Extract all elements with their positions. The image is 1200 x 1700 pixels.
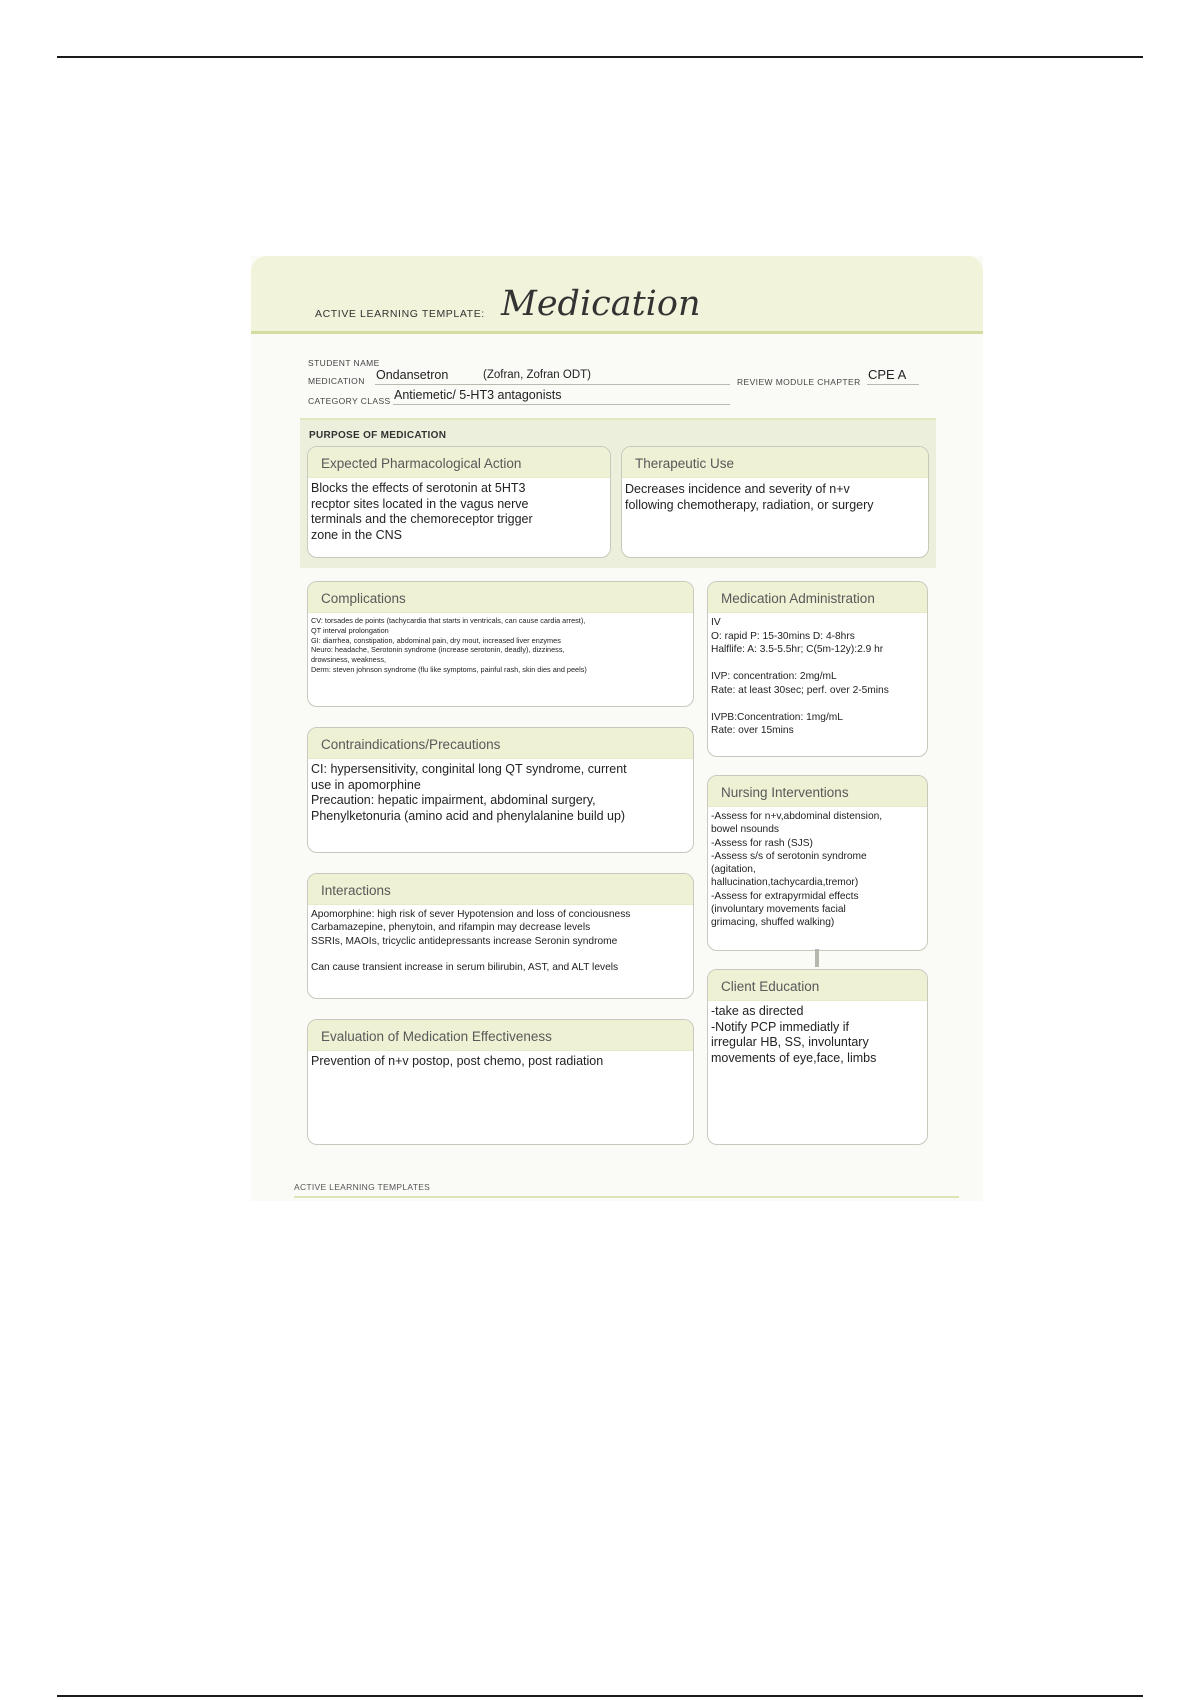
medication-value[interactable]: Ondansetron <box>376 368 449 382</box>
therapeutic-use-heading: Therapeutic Use <box>622 447 928 478</box>
template-banner <box>251 256 983 334</box>
nursing-interventions-heading: Nursing Interventions <box>708 776 927 807</box>
top-rule <box>57 56 1143 58</box>
nursing-interventions-text: -Assess for n+v,abdominal distension, bowel nsounds -Assess for rash (SJS) -Assess s/s of serotonin syndrome (agitation, hallucination,tachycardia,tremor) -Assess for extrapyrmidal effects (involuntary movements facial grimacing, shuffed walking) <box>711 811 883 929</box>
evaluation-box <box>307 1019 694 1145</box>
template-title: Medication <box>501 284 701 324</box>
review-module-value[interactable]: CPE A <box>868 367 907 382</box>
complications-box <box>307 581 694 707</box>
interactions-text: Apomorphine: high risk of sever Hypotension and loss of conciousness Carbamazepine, phenytoin, and rifampin may decrease levels SSRIs, MAOIs, tricyclic antidepressants increase Seronin syndrome Can cause transient increase in serum bilirubin, AST, and ALT levels <box>311 909 631 974</box>
medication-administration-text: IV O: rapid P: 15-30mins D: 4-8hrs Halflife: A: 3.5-5.5hr; C(5m-12y):2.9 hr IVP: concentration: 2mg/mL Rate: at least 30sec; perf. over 2-5mins IVPB:Concentration: 1mg/mL Rate: over 15mins <box>711 617 889 736</box>
medication-underline <box>375 384 730 385</box>
interactions-box <box>307 873 694 999</box>
evaluation-text: Prevention of n+v postop, post chemo, post radiation <box>311 1054 604 1068</box>
category-value[interactable]: Antiemetic/ 5-HT3 antagonists <box>394 388 562 402</box>
interactions-heading: Interactions <box>308 874 693 905</box>
student-name-label: STUDENT NAME <box>308 358 380 368</box>
category-underline <box>393 404 730 405</box>
footer-label: ACTIVE LEARNING TEMPLATES <box>294 1182 431 1192</box>
client-education-box <box>707 969 928 1145</box>
therapeutic-use-box <box>621 446 929 558</box>
brand-names-value: (Zofran, Zofran ODT) <box>483 369 591 381</box>
contraindications-text: CI: hypersensitivity, conginital long QT syndrome, current use in apomorphine Precaution: hepatic impairment, abdominal surgery, Phenylketonuria (amino acid and phenylalanine build up) <box>311 762 627 823</box>
expected-action-text: Blocks the effects of serotonin at 5HT3 recptor sites located in the vagus nerve terminals and the chemoreceptor trigger zone in the CNS <box>311 481 533 542</box>
contraindications-box <box>307 727 694 853</box>
bottom-rule <box>57 1695 1143 1697</box>
complications-text: CV: torsades de points (tachycardia that starts in ventricals, can cause cardia arrest), QT interval prolongation GI: diarrhea, constipation, abdominal pain, dry mout, increased liver enzymes Neuro: headache, Serotonin syndrome (increase serotonin, deadly), dizziness, drowsiness, weakness, Derm: steven johnson syndrome (flu like symptoms, painful rash, skin dies and peels) <box>311 616 587 674</box>
therapeutic-use-text: Decreases incidence and severity of n+v following chemotherapy, radiation, or surgery <box>625 482 874 512</box>
category-label: CATEGORY CLASS <box>308 396 391 406</box>
medication-label: MEDICATION <box>308 376 365 386</box>
expected-action-box <box>307 446 611 558</box>
nursing-interventions-box <box>707 775 928 951</box>
nursing-education-connector <box>815 949 819 967</box>
medication-template-sheet <box>251 256 983 1201</box>
medication-administration-heading: Medication Administration <box>708 582 927 613</box>
medication-administration-box <box>707 581 928 757</box>
complications-heading: Complications <box>308 582 693 613</box>
expected-action-heading: Expected Pharmacological Action <box>308 447 610 478</box>
client-education-text: -take as directed -Notify PCP immediatly if irregular HB, SS, involuntary movements of eye,face, limbs <box>711 1004 877 1065</box>
template-label: ACTIVE LEARNING TEMPLATE: <box>315 308 485 320</box>
review-module-label: REVIEW MODULE CHAPTER <box>737 377 861 387</box>
contraindications-heading: Contraindications/Precautions <box>308 728 693 759</box>
purpose-section <box>300 418 936 568</box>
client-education-heading: Client Education <box>708 970 927 1001</box>
purpose-title: PURPOSE OF MEDICATION <box>309 430 447 441</box>
footer-line <box>294 1196 959 1198</box>
evaluation-heading: Evaluation of Medication Effectiveness <box>308 1020 693 1051</box>
review-module-underline <box>867 384 919 385</box>
